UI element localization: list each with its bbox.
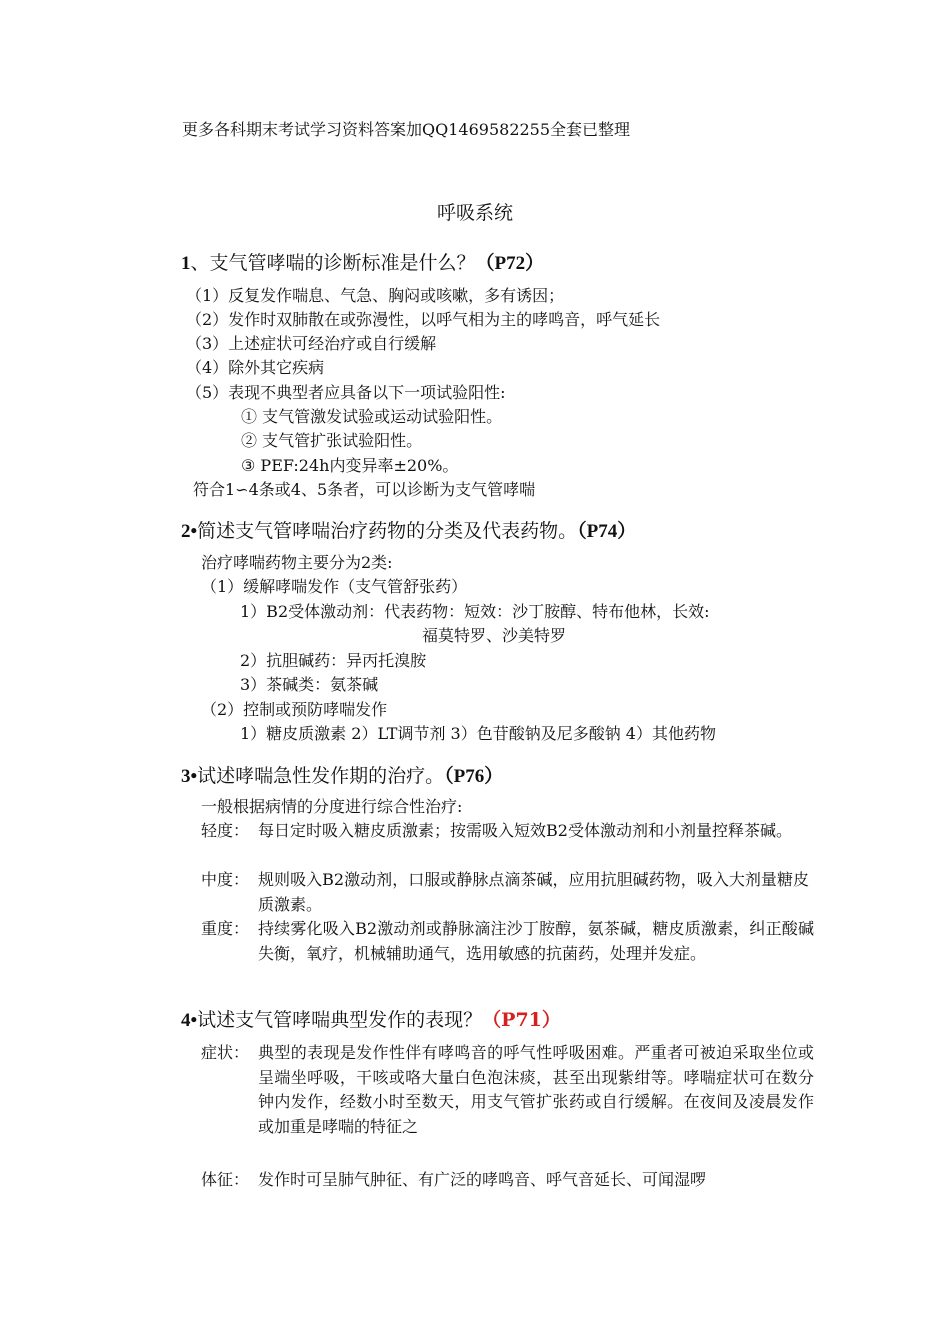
symptoms-text: 典型的表现是发作性伴有哮鸣音的呼气性呼吸困难。严重者可被迫采取坐位或呈端坐呼吸，干咳或咯大量白色泡沫痰，甚至出现紫绀等。哮喘症状可在数分钟内发作，经数小时至数天，用支气管扩张药或自行缓解。在夜间及凌晨发作或加重是哮喘的特征之 bbox=[258, 1043, 814, 1136]
drug-item: 3）茶碱类：氨茶碱 bbox=[240, 675, 379, 694]
list-item: （4）除外其它疾病 bbox=[186, 358, 325, 377]
intro-text: 治疗哮喘药物主要分为2类: bbox=[201, 553, 393, 572]
page-reference: （P76） bbox=[444, 766, 504, 787]
conclusion-text: 符合1∽4条或4、5条者，可以诊断为支气管哮喘 bbox=[193, 480, 536, 499]
question-text: 支气管哮喘的诊断标准是什么？ bbox=[209, 252, 476, 274]
question-number: 1 bbox=[181, 253, 191, 274]
severity-text: 持续雾化吸入B2激动剂或静脉滴注沙丁胺醇，氨茶碱，糖皮质激素，纠正酸碱失衡，氧疗，机械辅助通气，选用敏感的抗菌药，处理并发症。 bbox=[258, 919, 814, 963]
question-2-heading bbox=[181, 516, 636, 543]
sub-item: ③ PEF:24h内变异率±20%。 bbox=[241, 456, 459, 475]
question-3-heading bbox=[181, 761, 503, 788]
list-item: （2）发作时双肺散在或弥漫性，以呼气相为主的哮鸣音，呼气延长 bbox=[186, 310, 661, 329]
severity-label: 重度： bbox=[201, 919, 250, 938]
severity-text: 规则吸入B2激动剂，口服或静脉点滴茶碱，应用抗胆碱药物，吸入大剂量糖皮质激素。 bbox=[258, 870, 809, 914]
question-4-heading bbox=[181, 1005, 561, 1032]
sub-item: ② 支气管扩张试验阳性。 bbox=[241, 431, 423, 450]
drug-item: 1）糖皮质激素 2）LT调节剂 3）色苷酸钠及尼多酸钠 4）其他药物 bbox=[240, 724, 716, 743]
signs-paragraph bbox=[201, 1168, 813, 1194]
list-item: （3）上述症状可经治疗或自行缓解 bbox=[186, 334, 437, 353]
question-1-heading: 1、支气管哮喘的诊断标准是什么？（P72） bbox=[181, 252, 545, 274]
severe-treatment bbox=[201, 917, 813, 992]
mild-treatment bbox=[201, 819, 813, 869]
page-reference: （P71） bbox=[482, 1009, 561, 1031]
question-text: 试述哮喘急性发作期的治疗。 bbox=[197, 765, 445, 787]
category-item: （2）控制或预防哮喘发作 bbox=[201, 700, 388, 719]
question-text: 简述支气管哮喘治疗药物的分类及代表药物。 bbox=[197, 520, 578, 542]
drug-item: 1）B2受体激动剂：代表药物：短效：沙丁胺醇、特布他林，长效: bbox=[240, 602, 710, 621]
page-reference: （P74） bbox=[577, 521, 637, 542]
sub-item: ① 支气管激发试验或运动试验阳性。 bbox=[241, 407, 503, 426]
drug-item: 2）抗胆碱药：异丙托溴胺 bbox=[240, 651, 427, 670]
drug-item-continuation: 福莫特罗、沙美特罗 bbox=[422, 626, 567, 645]
promo-banner: 更多各科期末考试学习资料答案加QQ1469582255全套已整理 bbox=[182, 120, 631, 139]
question-text: 试述支气管哮喘典型发作的表现？ bbox=[197, 1009, 483, 1031]
signs-text: 发作时可呈肺气肿征、有广泛的哮鸣音、呼气音延长、可闻湿啰 bbox=[258, 1170, 707, 1189]
severity-text: 每日定时吸入糖皮质激素；按需吸入短效B2受体激动剂和小剂量控释茶碱。 bbox=[258, 821, 792, 840]
question-number: 3• bbox=[181, 766, 198, 787]
severity-label: 中度： bbox=[201, 870, 250, 889]
page-title: 呼吸系统 bbox=[436, 202, 513, 224]
moderate-treatment bbox=[201, 868, 813, 918]
question-number: 4• bbox=[181, 1010, 198, 1031]
severity-label: 轻度： bbox=[201, 821, 250, 840]
list-item: （5）表现不典型者应具备以下一项试验阳性: bbox=[186, 383, 506, 402]
page-reference: （P72） bbox=[475, 253, 545, 274]
list-item: （1）反复发作喘息、气急、胸闷或咳嗽，多有诱因； bbox=[186, 286, 565, 305]
section-label: 症状： bbox=[201, 1043, 250, 1062]
section-label: 体征： bbox=[201, 1170, 250, 1189]
intro-text: 一般根据病情的分度进行综合性治疗: bbox=[201, 797, 463, 816]
question-number: 2• bbox=[181, 521, 198, 542]
category-item: （1）缓解哮喘发作（支气管舒张药） bbox=[201, 577, 468, 596]
symptoms-paragraph bbox=[201, 1041, 814, 1141]
